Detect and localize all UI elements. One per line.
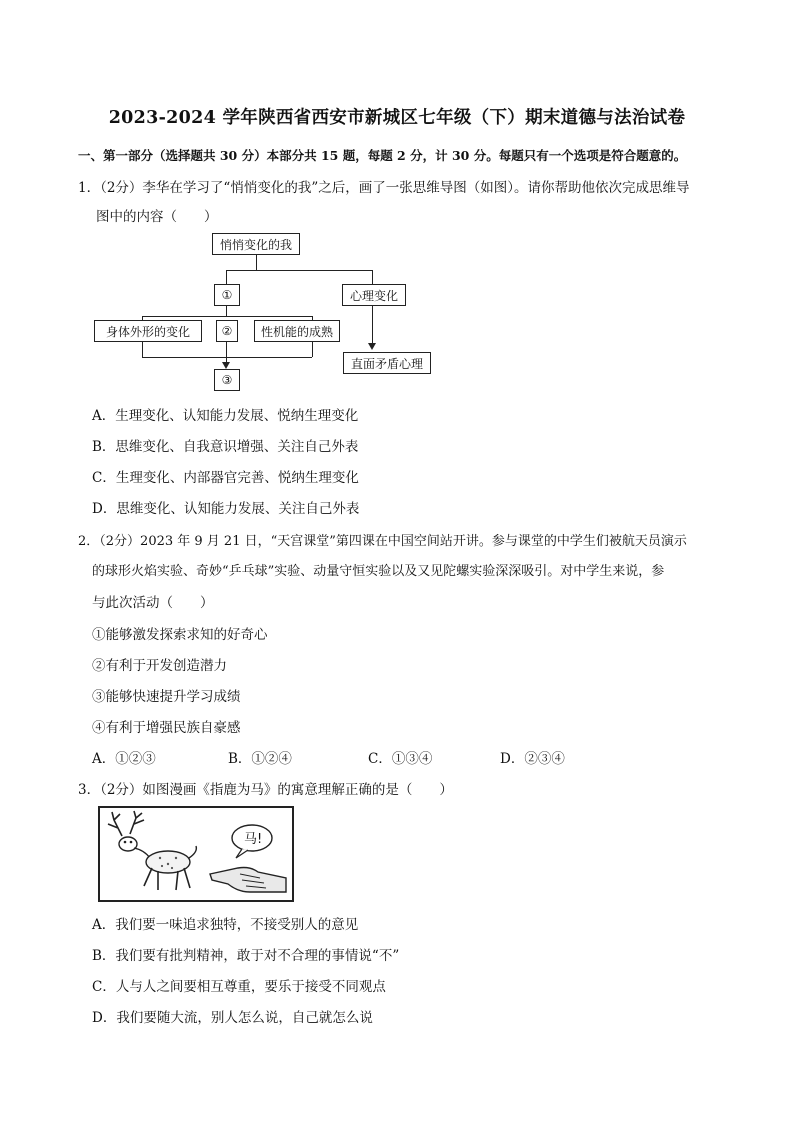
mind-map-connector [226, 270, 227, 284]
mind-map-connector [142, 316, 312, 317]
q2-option-c: C．①③④ [368, 751, 433, 767]
mind-map-connector [372, 270, 373, 284]
question-1-stem-line1: 1．（2分）李华在学习了“悄悄变化的我”之后，画了一张思维导图（如图）。请你帮助他依次完成思维导 [78, 180, 690, 196]
q2-option-b: B．①②④ [228, 751, 292, 767]
q2-statement-3: ③能够快速提升学习成绩 [92, 689, 241, 705]
mind-map-arrow [368, 343, 376, 350]
q1-option-c: C．生理变化、内部器官完善、悦纳生理变化 [92, 470, 359, 486]
mind-map-node-2: ② [216, 320, 238, 342]
cartoon-image [98, 806, 294, 902]
question-2-stem-line3: 与此次活动（ ） [92, 595, 214, 611]
mind-map-connector [226, 270, 372, 271]
mind-map-node-3: ③ [214, 369, 240, 391]
mind-map-root: 悄悄变化的我 [212, 233, 300, 255]
q1-option-b: B．思维变化、自我意识增强、关注自己外表 [92, 439, 359, 455]
q3-option-b: B．我们要有批判精神，敢于对不合理的事情说“不” [92, 948, 400, 964]
q2-statement-1: ①能够激发探索求知的好奇心 [92, 627, 268, 643]
mind-map-connector [226, 306, 227, 316]
mind-map-connector [312, 342, 313, 357]
mind-map-psych-change: 心理变化 [342, 284, 406, 306]
question-2-stem-line2: 的球形火焰实验、奇妙“乒乓球”实验、动量守恒实验以及又见陀螺实验深深吸引。对中学生来说，参 [92, 564, 665, 579]
mind-map-body-change: 身体外形的变化 [94, 320, 202, 342]
question-2-stem-line1: 2．（2分）2023 年 9 月 21 日，“天宫课堂”第四课在中国空间站开讲。参与课堂的中学生们被航天员演示 [78, 534, 687, 549]
question-3-stem: 3．（2分）如图漫画《指鹿为马》的寓意理解正确的是（ ） [78, 782, 453, 798]
q3-option-c: C．人与人之间要相互尊重，要乐于接受不同观点 [92, 979, 386, 995]
q2-option-d: D．②③④ [500, 751, 565, 767]
mind-map-node-1: ① [214, 284, 240, 306]
q2-statement-2: ②有利于开发创造潜力 [92, 658, 227, 674]
mind-map-arrow [222, 362, 230, 369]
section-header: 一、第一部分（选择题共 30 分）本部分共 15 题，每题 2 分，计 30 分。每题只有一个选项是符合题意的。 [78, 148, 687, 163]
q2-statement-4: ④有利于增强民族自豪感 [92, 720, 241, 736]
question-1-stem-line2: 图中的内容（ ） [96, 209, 218, 225]
mind-map-face-conflict: 直面矛盾心理 [343, 352, 431, 374]
q1-option-d: D．思维变化、认知能力发展、关注自己外表 [92, 501, 360, 517]
q2-option-a: A．①②③ [92, 751, 156, 767]
deer-pointing-cartoon [100, 808, 292, 900]
q3-option-d: D．我们要随大流，别人怎么说，自己就怎么说 [92, 1010, 373, 1026]
mind-map-connector [372, 306, 373, 346]
mind-map-sex-maturity: 性机能的成熟 [254, 320, 340, 342]
page-title: 2023-2024 学年陕西省西安市新城区七年级（下）期末道德与法治试卷 [108, 108, 686, 128]
speech-bubble-text: 马! [244, 832, 263, 847]
q1-option-a: A．生理变化、认知能力发展、悦纳生理变化 [92, 408, 359, 424]
mind-map-connector [142, 357, 312, 358]
mind-map-connector [142, 342, 143, 357]
q3-option-a: A．我们要一味追求独特，不接受别人的意见 [92, 917, 359, 933]
mind-map-connector [256, 255, 257, 270]
